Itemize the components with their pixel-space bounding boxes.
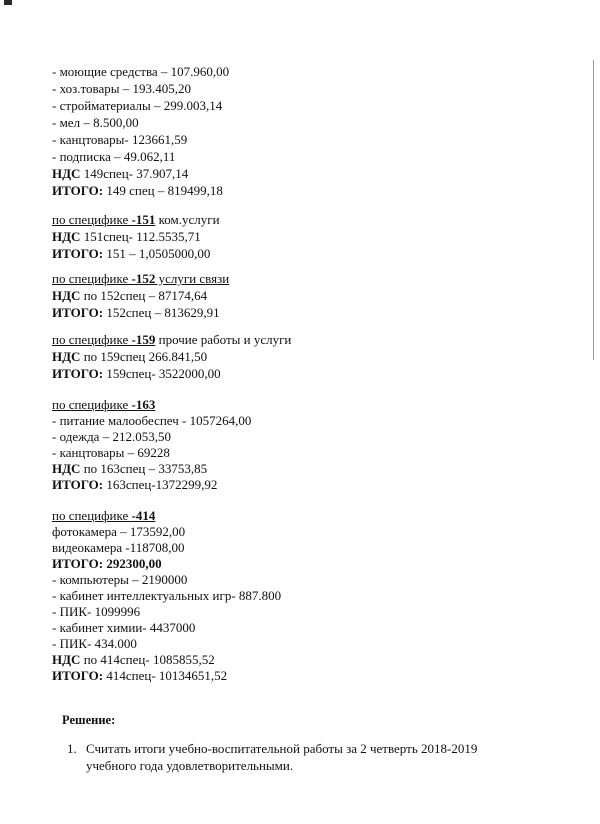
vat-label: НДС: [52, 166, 81, 181]
expense-line: - кабинет интеллектуальных игр- 887.800: [52, 588, 282, 603]
total-label: ИТОГО:: [52, 668, 104, 683]
total-value: 163спец-1372299,92: [103, 477, 218, 492]
vat-label: НДС: [52, 349, 81, 364]
total-label: ИТОГО:: [52, 183, 104, 198]
vat-value: по 152спец – 87174,64: [80, 288, 208, 303]
heading-suffix: прочие работы и услуги: [155, 332, 292, 347]
section-code: -152: [131, 271, 156, 286]
total-value: 414спец- 10134651,52: [103, 668, 228, 683]
expense-line: видеокамера -118708,00: [52, 540, 185, 555]
section-code: -163: [131, 397, 156, 412]
vat-line: [52, 349, 207, 364]
total-line: [52, 477, 217, 492]
vat-label: НДС: [52, 461, 81, 476]
subtotal-line: ИТОГО: 292300,00: [52, 556, 162, 571]
section-code: -414: [131, 508, 156, 523]
section-code: -151: [131, 212, 156, 227]
heading-prefix: по специфике: [52, 508, 132, 523]
section-heading-152: [52, 271, 229, 286]
expense-line: - питание малообеспеч - 1057264,00: [52, 413, 252, 428]
vat-line: [52, 652, 215, 667]
total-value: 149 спец – 819499,18: [103, 183, 223, 198]
expense-line: - одежда – 212.053,50: [52, 429, 171, 444]
expense-line: - ПИК- 434.000: [52, 636, 137, 651]
expense-line: - канцтовары- 123661,59: [52, 132, 188, 147]
total-label: ИТОГО:: [52, 366, 104, 381]
heading-prefix: по специфике: [52, 212, 132, 227]
section-heading-159: [52, 332, 291, 347]
expense-line: фотокамера – 173592,00: [52, 524, 186, 539]
total-value: 159спец- 3522000,00: [103, 366, 221, 381]
vat-label: НДС: [52, 652, 81, 667]
expense-line: - компьютеры – 2190000: [52, 572, 188, 587]
vat-value: по 414спец- 1085855,52: [80, 652, 215, 667]
expense-line: - кабинет химии- 4437000: [52, 620, 196, 635]
total-label: ИТОГО:: [52, 246, 104, 261]
heading-prefix: по специфике: [52, 332, 132, 347]
heading-prefix: по специфике: [52, 271, 132, 286]
vat-line: [52, 229, 201, 244]
total-value: 152спец – 813629,91: [103, 305, 220, 320]
total-line: [52, 668, 227, 683]
expense-line: - стройматериалы – 299.003,14: [52, 98, 223, 113]
vat-value: 151спец- 112.5535,71: [80, 229, 201, 244]
total-label: ИТОГО:: [52, 305, 104, 320]
vat-value: 149спец- 37.907,14: [80, 166, 189, 181]
vat-line: [52, 461, 207, 476]
total-label: ИТОГО:: [52, 477, 104, 492]
expense-line: - мел – 8.500,00: [52, 115, 139, 130]
section-heading-151: [52, 212, 220, 227]
total-line: [52, 366, 221, 381]
total-line: [52, 246, 210, 261]
vat-line: [52, 288, 207, 303]
list-number: 1.: [67, 741, 77, 756]
expense-line: - моющие средства – 107.960,00: [52, 64, 230, 79]
expense-line: - ПИК- 1099996: [52, 604, 141, 619]
expense-line: - хоз.товары – 193.405,20: [52, 81, 191, 96]
scan-artifact: [4, 0, 12, 5]
vat-label: НДС: [52, 288, 81, 303]
vat-label: НДС: [52, 229, 81, 244]
expense-line: - подписка – 49.062,11: [52, 149, 176, 164]
scan-artifact: [593, 60, 594, 360]
total-value: 151 – 1,0505000,00: [103, 246, 211, 261]
total-line: [52, 305, 220, 320]
vat-value: по 159спец 266.841,50: [80, 349, 208, 364]
decision-text-line: Считать итоги учебно-воспитательной работы за 2 четверть 2018-2019: [86, 741, 478, 756]
section-heading-414: [52, 508, 155, 523]
heading-suffix: услуги связи: [155, 271, 230, 286]
heading-prefix: по специфике: [52, 397, 132, 412]
total-line: [52, 183, 223, 198]
heading-suffix: ком.услуги: [155, 212, 220, 227]
decision-heading: Решение:: [62, 713, 116, 727]
decision-text-line: учебного года удовлетворительными.: [86, 758, 294, 773]
expense-line: - канцтовары – 69228: [52, 445, 170, 460]
section-heading-163: [52, 397, 155, 412]
vat-line: [52, 166, 188, 181]
vat-value: по 163спец – 33753,85: [80, 461, 208, 476]
section-code: -159: [131, 332, 156, 347]
